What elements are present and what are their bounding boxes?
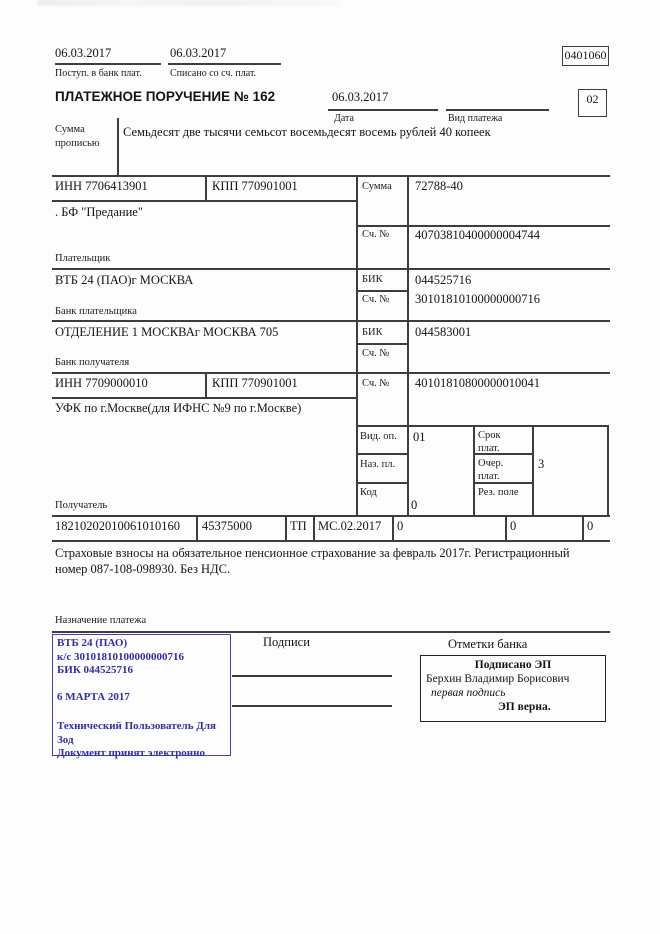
signature-line xyxy=(232,675,392,677)
table-line xyxy=(52,175,610,177)
divider-line xyxy=(117,118,119,175)
payee-bank-bik-label: БИК xyxy=(362,327,383,338)
reserve-label: Рез. поле xyxy=(478,487,519,498)
table-line xyxy=(356,343,408,345)
signature-line xyxy=(232,705,392,707)
stamp-corr-account: к/с 30101810100000000716 xyxy=(57,650,185,663)
stamp-date: 6 МАРТА 2017 xyxy=(57,690,130,703)
tax-payment-type: 0 xyxy=(587,519,594,533)
payer-bank-section-label: Банк плательщика xyxy=(55,306,137,317)
status-code-box xyxy=(578,89,607,117)
payee-bank-account-label: Сч. № xyxy=(362,348,390,359)
table-line xyxy=(205,372,207,397)
tax-period-value: МС.02.2017 xyxy=(318,519,382,533)
amount-words-value: Семьдесят две тысячи семьсот восемьдесят восемь рублей 40 копеек xyxy=(123,125,491,139)
form-code: 0401060 xyxy=(564,48,607,62)
bank-marks-title: Отметки банка xyxy=(448,637,528,651)
form-code-box xyxy=(562,46,609,66)
divider-line xyxy=(55,63,161,65)
due-label: Срок плат. xyxy=(478,430,501,454)
payer-bank-account-label: Сч. № xyxy=(362,294,390,305)
table-line xyxy=(356,482,408,484)
stamp-verified-label: ЭП верна. xyxy=(498,701,551,713)
received-date: 06.03.2017 xyxy=(55,46,112,60)
table-line xyxy=(52,631,610,633)
payer-account-value: 40703810400000004744 xyxy=(415,228,540,242)
debited-date: 06.03.2017 xyxy=(170,46,227,60)
purpose-code-label: Наз. пл. xyxy=(360,459,396,470)
table-line xyxy=(52,200,356,202)
table-line xyxy=(582,515,584,540)
document-title: ПЛАТЕЖНОЕ ПОРУЧЕНИЕ № 162 xyxy=(55,89,276,104)
code-value: 0 xyxy=(411,498,418,512)
op-kind-label: Вид. оп. xyxy=(360,431,397,442)
stamp-bank-name: ВТБ 24 (ПАО) xyxy=(57,637,128,649)
table-line xyxy=(473,425,475,515)
payment-kind-label: Вид платежа xyxy=(448,113,503,124)
scan-artifact xyxy=(38,0,338,6)
amount-words-label: Сумма прописью xyxy=(55,124,100,149)
divider-line xyxy=(168,63,281,65)
payer-bank-account-value: 30101810100000000716 xyxy=(415,292,540,306)
table-line xyxy=(532,425,534,515)
table-line xyxy=(196,515,198,540)
table-line xyxy=(313,515,315,540)
payer-section-label: Плательщик xyxy=(55,253,111,264)
stamp-signer-name: Берхин Владимир Борисович xyxy=(426,673,570,685)
payer-bank-bik-value: 044525716 xyxy=(415,273,472,287)
table-line xyxy=(52,515,610,517)
payer-account-label: Сч. № xyxy=(362,229,390,240)
payee-kpp: КПП 770901001 xyxy=(212,376,298,390)
table-line xyxy=(52,268,610,270)
payer-name: . БФ "Предание" xyxy=(55,205,143,219)
purpose-text-line2: номер 087-108-098930. Без НДС. xyxy=(55,562,231,576)
sum-value: 72788-40 xyxy=(415,179,463,193)
electronic-bank-stamp xyxy=(52,634,231,759)
kbk-value: 18210202010061010160 xyxy=(55,519,180,533)
tax-doc-number: 0 xyxy=(397,519,404,533)
purpose-section-label: Назначение платежа xyxy=(55,615,147,626)
purpose-text xyxy=(55,545,615,577)
tax-doc-date: 0 xyxy=(510,519,517,533)
payee-section-label: Получатель xyxy=(55,500,108,511)
table-line xyxy=(356,453,408,455)
code-label: Код xyxy=(360,487,377,498)
table-line xyxy=(285,515,287,540)
payee-account-label: Сч. № xyxy=(362,378,390,389)
payer-bank-name: ВТБ 24 (ПАО)г МОСКВА xyxy=(55,273,194,287)
divider-line xyxy=(328,109,438,111)
divider-line xyxy=(446,109,549,111)
stamp-bik: БИК 044525716 xyxy=(57,664,134,676)
payer-kpp: КПП 770901001 xyxy=(212,179,298,193)
debited-date-label: Списано со сч. плат. xyxy=(170,68,257,79)
payer-inn: ИНН 7706413901 xyxy=(55,179,148,193)
status-code: 02 xyxy=(586,92,599,106)
purpose-text-line1: Страховые взносы на обязательное пенсионное страхование за февраль 2017г. Регистрационный xyxy=(55,546,570,560)
payee-bank-bik-value: 044583001 xyxy=(415,325,472,339)
table-line xyxy=(205,175,207,200)
oktmo-value: 45375000 xyxy=(202,519,252,533)
stamp-note: Документ принят электронно xyxy=(57,747,205,759)
sum-label: Сумма xyxy=(362,181,392,192)
date-label: Дата xyxy=(334,113,354,124)
stamp-signature-kind: первая подпись xyxy=(431,687,506,699)
stamp-user-line1: Технический Пользователь Для xyxy=(57,720,216,732)
table-line xyxy=(505,515,507,540)
stamp-signed-label: Подписано ЭП xyxy=(474,659,552,671)
payment-basis-value: ТП xyxy=(290,519,307,533)
payer-bank-bik-label: БИК xyxy=(362,274,383,285)
payee-bank-section-label: Банк получателя xyxy=(55,357,130,368)
table-line xyxy=(607,425,609,515)
table-line xyxy=(356,225,610,227)
signatures-title: Подписи xyxy=(263,635,310,649)
table-line xyxy=(356,290,408,292)
signature-stamp-box xyxy=(420,655,606,722)
received-date-label: Поступ. в банк плат. xyxy=(55,68,142,79)
payee-name: УФК по г.Москве(для ИФНС №9 по г.Москве) xyxy=(55,401,302,415)
payee-bank-name: ОТДЕЛЕНИЕ 1 МОСКВАг МОСКВА 705 xyxy=(55,325,279,339)
order-label: Очер. плат. xyxy=(478,458,504,482)
payee-inn: ИНН 7709000010 xyxy=(55,376,148,390)
payee-account-value: 40101810800000010041 xyxy=(415,376,540,390)
stamp-user-line2: Зод xyxy=(57,733,74,746)
table-line xyxy=(356,425,608,427)
table-line xyxy=(52,372,610,374)
op-kind-value: 01 xyxy=(413,430,426,444)
order-value: 3 xyxy=(538,457,545,471)
document-date: 06.03.2017 xyxy=(332,90,389,104)
table-line xyxy=(52,540,610,542)
table-line xyxy=(392,515,394,540)
table-line xyxy=(52,320,610,322)
table-line xyxy=(52,397,356,399)
